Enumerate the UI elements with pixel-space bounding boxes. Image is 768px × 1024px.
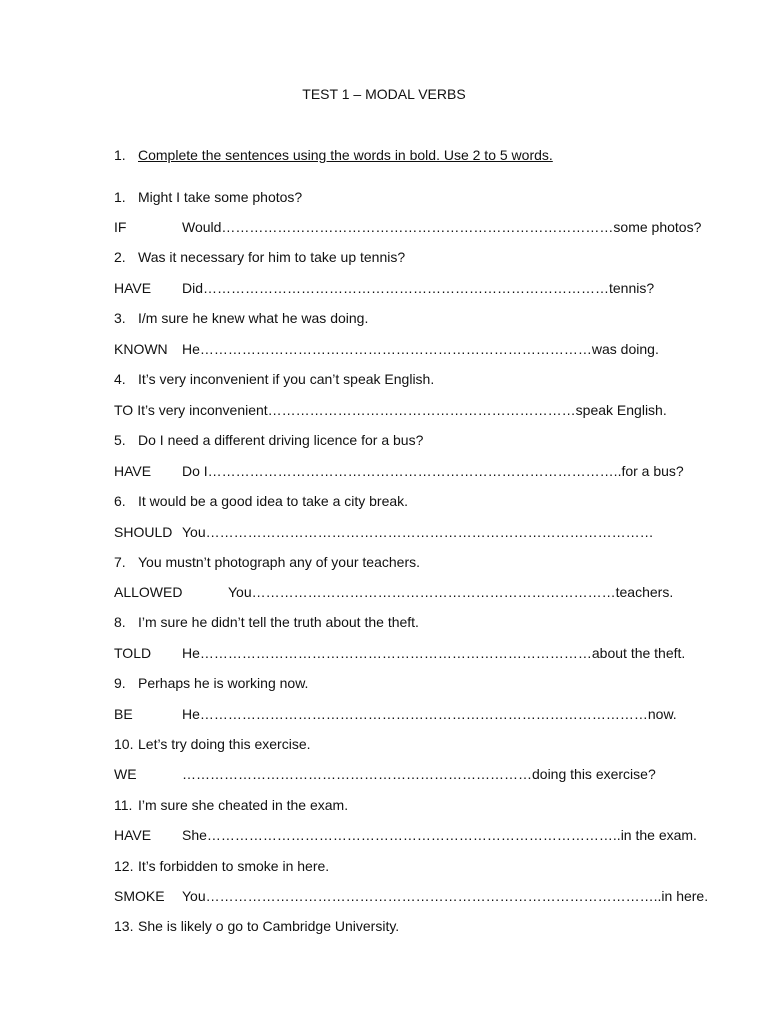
answer-line — [114, 401, 667, 419]
answer-line — [114, 826, 697, 844]
answer-blank: Would…………………………………………………………………………some photos? — [182, 219, 702, 235]
question-number: 9. — [114, 675, 126, 691]
question-line — [114, 248, 405, 266]
question-text: Let’s try doing this exercise. — [138, 736, 311, 752]
answer-line — [114, 218, 701, 236]
answer-blank: You…………………………………………………………………………………… — [182, 524, 654, 540]
question-number: 12. — [114, 858, 134, 874]
keyword: KNOWN — [114, 341, 168, 357]
answer-blank: You……………………………………………………………………………………..in here. — [182, 888, 709, 904]
answer-line — [114, 705, 677, 723]
answer-blank: …………………………………………………………………doing this exercise? — [182, 766, 656, 782]
question-text: It would be a good idea to take a city break. — [138, 493, 409, 509]
question-number: 4. — [114, 371, 126, 387]
answer-line — [114, 765, 656, 783]
question-line — [114, 796, 348, 814]
question-number: 10. — [114, 736, 134, 752]
question-line — [114, 309, 368, 327]
keyword: BE — [114, 706, 133, 722]
answer-blank: She……………………………………………………………………………..in the exam. — [182, 827, 697, 843]
question-text: Perhaps he is working now. — [138, 675, 309, 691]
answer-line — [114, 887, 708, 905]
question-line — [114, 917, 399, 935]
question-number: 2. — [114, 249, 126, 265]
answer-line — [114, 279, 654, 297]
keyword: HAVE — [114, 463, 152, 479]
keyword: TOLD — [114, 645, 152, 661]
answer-blank: It’s very inconvenient…………………………………………………………speak English. — [137, 402, 667, 418]
keyword: IF — [114, 219, 127, 235]
answer-blank: Do I……………………………………………………………………………..for a bus? — [182, 463, 684, 479]
instruction — [114, 147, 553, 163]
instruction-text: Complete the sentences using the words in bold. Use 2 to 5 words. — [138, 147, 553, 163]
answer-line — [114, 340, 659, 358]
question-text: I’m sure she cheated in the exam. — [138, 797, 349, 813]
answer-blank: Did……………………………………………………………………………tennis? — [182, 280, 655, 296]
question-number: 1. — [114, 189, 126, 205]
question-text: I/m sure he knew what he was doing. — [138, 310, 369, 326]
keyword: HAVE — [114, 827, 152, 843]
question-text: You mustn’t photograph any of your teachers. — [138, 554, 420, 570]
question-number: 8. — [114, 614, 126, 630]
question-number: 5. — [114, 432, 126, 448]
question-text: Do I need a different driving licence for a bus? — [138, 432, 424, 448]
question-number: 3. — [114, 310, 126, 326]
keyword: HAVE — [114, 280, 152, 296]
question-number: 13. — [114, 918, 134, 934]
keyword: ALLOWED — [114, 584, 183, 600]
answer-blank: He…………………………………………………………………………was doing. — [182, 341, 659, 357]
question-line — [114, 674, 308, 692]
instruction-number: 1. — [114, 147, 126, 163]
question-text: Might I take some photos? — [138, 189, 303, 205]
question-line — [114, 735, 311, 753]
answer-blank: You……………………………………………………………………teachers. — [228, 584, 674, 600]
keyword: TO — [114, 402, 134, 418]
question-text: It’s forbidden to smoke in here. — [138, 858, 330, 874]
page-title: TEST 1 – MODAL VERBS — [302, 86, 466, 102]
keyword: WE — [114, 766, 137, 782]
question-number: 6. — [114, 493, 126, 509]
question-text: She is likely o go to Cambridge University. — [138, 918, 400, 934]
question-line — [114, 857, 329, 875]
keyword: SHOULD — [114, 524, 173, 540]
question-number: 7. — [114, 554, 126, 570]
question-line — [114, 553, 420, 571]
keyword: SMOKE — [114, 888, 165, 904]
question-text: I’m sure he didn’t tell the truth about the theft. — [138, 614, 419, 630]
question-line — [114, 492, 408, 510]
answer-line — [114, 644, 685, 662]
answer-blank: He…………………………………………………………………………about the theft. — [182, 645, 686, 661]
answer-line — [114, 523, 654, 541]
answer-blank: He……………………………………………………………………………………now. — [182, 706, 677, 722]
question-line — [114, 613, 419, 631]
question-line — [114, 431, 423, 449]
question-number: 11. — [114, 797, 133, 813]
question-text: It’s very inconvenient if you can’t speak English. — [138, 371, 435, 387]
question-text: Was it necessary for him to take up tennis? — [138, 249, 406, 265]
question-line — [114, 188, 302, 206]
answer-line — [114, 583, 673, 601]
answer-line — [114, 462, 684, 480]
question-line — [114, 370, 434, 388]
